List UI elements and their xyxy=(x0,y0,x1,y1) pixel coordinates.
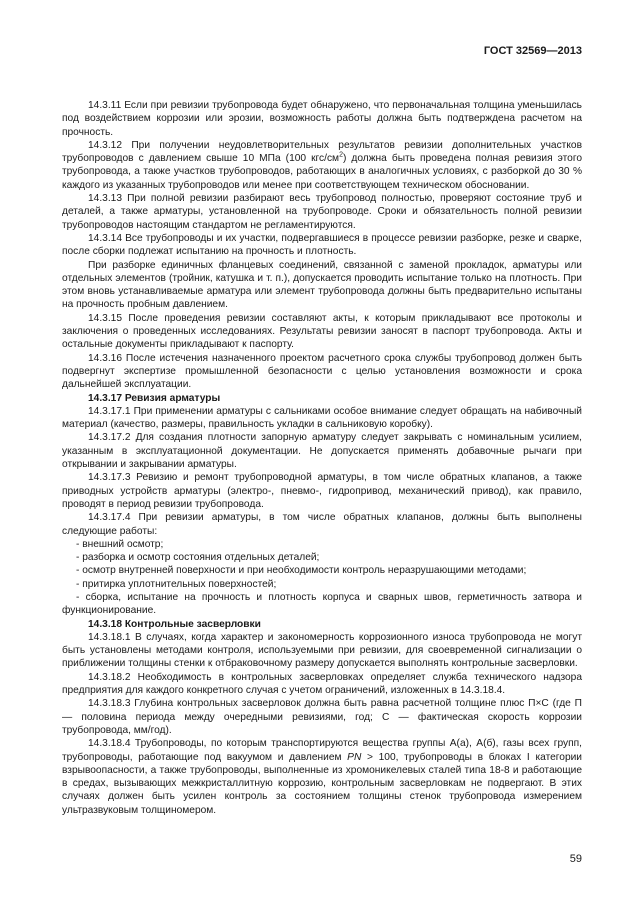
document-header: ГОСТ 32569—2013 xyxy=(483,45,582,57)
list-item: - сборка, испытание на прочность и плотность корпуса и сварных швов, герметичность затвора и функционирование. xyxy=(62,591,582,617)
paragraph-14-3-18-2: 14.3.18.2 Необходимость в контрольных засверловках определяет служба технического надзора предприятия для каждого конкретного случая с учетом ограничений, изложенных в 14.3.18.4. xyxy=(62,671,582,697)
paragraph-14-3-14-b: При разборке единичных фланцевых соединений, связанной с заменой прокладок, арматуры или отдельных элементов (тройник, катушка и т. п.), допускается проводить испытание только на плотность. При этом вновь устанавливаемые арматура или элемент трубопровода должны быть предварительно испытаны на прочность пробным давлением. xyxy=(62,259,582,311)
paragraph-14-3-17-2: 14.3.17.2 Для создания плотности запорную арматуру следует закрывать с номинальным усилием, указанным в эксплуатационной документации. Не допускается применять добавочные рычаги при открывании и закрывании арматуры. xyxy=(62,432,582,471)
paragraph-14-3-17-3: 14.3.17.3 Ревизию и ремонт трубопроводной арматуры, в том числе обратных клапанов, а также приводных устройств арматуры (электро-, пневмо-, гидропривод, механический привод), как правило, проводят в период ревизии трубопровода. xyxy=(62,472,582,510)
page-number: 59 xyxy=(569,853,582,865)
text: > 100, трубопроводы в блоках I категории взрывоопасности, а также трубопроводы, выполненные из хромоникелевых сталей типа 18-8 и работающие в средах, вызывающих межкристаллитную коррозию, контрольным засверловкам не подвергают. В этих случаях должен быть усилен контроль за состоянием толщины стенок трубопровода измерением ультразвуковым толщиномером. xyxy=(62,751,582,816)
text: 14.3.12 При получении неудовлетворительных результатов ревизии дополнительных участков трубопроводов с давлением свыше 10 МПа (100 кгс/см xyxy=(62,139,582,165)
list-item: - осмотр внутренней поверхности и при необходимости контроль неразрушающими методами; xyxy=(76,565,527,577)
superscript: 2 xyxy=(339,151,343,159)
paragraph-14-3-17-1: 14.3.17.1 При применении арматуры с сальниками особое внимание следует обращать на набивочный материал (качество, размеры, правильность укладки в сальниковую коробку). xyxy=(62,405,582,431)
paragraph-14-3-14: 14.3.14 Все трубопроводы и их участки, подвергавшиеся в процессе ревизии разборке, резке и сварке, после сборки подлежат испытанию на прочность и плотность. xyxy=(62,232,582,258)
section-heading-14-3-18: 14.3.18 Контрольные засверловки xyxy=(88,618,261,630)
list-item: - притирка уплотнительных поверхностей; xyxy=(76,578,277,590)
paragraph-14-3-18-1: 14.3.18.1 В случаях, когда характер и закономерность коррозионного износа трубопровода не могут быть установлены методами контроля, используемыми при ревизии, для своевременной сигнализации о приближении толщины стенки к отбраковочному размеру допускается выполнять контрольные засверловки. xyxy=(62,631,582,670)
paragraph-14-3-18-4 xyxy=(62,737,582,817)
pn-symbol: PN xyxy=(347,751,362,763)
paragraph-14-3-16: 14.3.16 После истечения назначенного проектом расчетного срока службы трубопровод должен быть подвергнут экспертизе промышленной безопасности с целью установления возможности и срока дальнейшей эксплуатации. xyxy=(62,352,582,391)
text: 14.3.18.4 Трубопроводы, по которым транспортируются вещества группы А(а), А(б), газы всех групп, трубопроводы, работающие под вакуумом и давлением xyxy=(62,738,582,763)
paragraph-14-3-11: 14.3.11 Если при ревизии трубопровода будет обнаружено, что первоначальная толщина уменьшилась под воздействием коррозии или эрозии, возможность работы должна быть подтверждена расчетом на прочность. xyxy=(62,100,582,138)
list-item: - разборка и осмотр состояния отдельных деталей; xyxy=(76,552,320,564)
paragraph-14-3-15: 14.3.15 После проведения ревизии составляют акты, к которым прикладывают все протоколы и заключения о проведенных исследованиях. Результаты ревизии заносят в паспорт трубопровода. Акты и остальные документы прикладывают к паспорту. xyxy=(62,312,582,351)
paragraph-14-3-13: 14.3.13 При полной ревизии разбирают весь трубопровод полностью, проверяют состояние труб и деталей, а также арматуры, установленной на трубопроводе. Сроки и обязательность полной ревизии трубопроводов настоящим стандартом не регламентируются. xyxy=(62,193,582,231)
document-body xyxy=(62,99,582,817)
text: ) должна быть проведена полная ревизия этого трубопровода, а также участков трубопроводов, работающих в аналогичных условиях, с разборкой до 30 % каждого из указанных трубопроводов или менее при соответствующем техническом обосновании. xyxy=(62,153,582,191)
section-heading-14-3-17: 14.3.17 Ревизия арматуры xyxy=(88,392,221,404)
paragraph-14-3-17-4: 14.3.17.4 При ревизии арматуры, в том числе обратных клапанов, должны быть выполнены следующие работы: xyxy=(62,512,582,537)
list-item: - внешний осмотр; xyxy=(76,538,164,550)
paragraph-14-3-18-3: 14.3.18.3 Глубина контрольных засверловок должна быть равна расчетной толщине плюс П×С (где П — половина периода между очередными ревизиями, год; С — фактическая скорость коррозии трубопровода, мм/год). xyxy=(62,698,582,736)
paragraph-14-3-12 xyxy=(62,139,582,192)
